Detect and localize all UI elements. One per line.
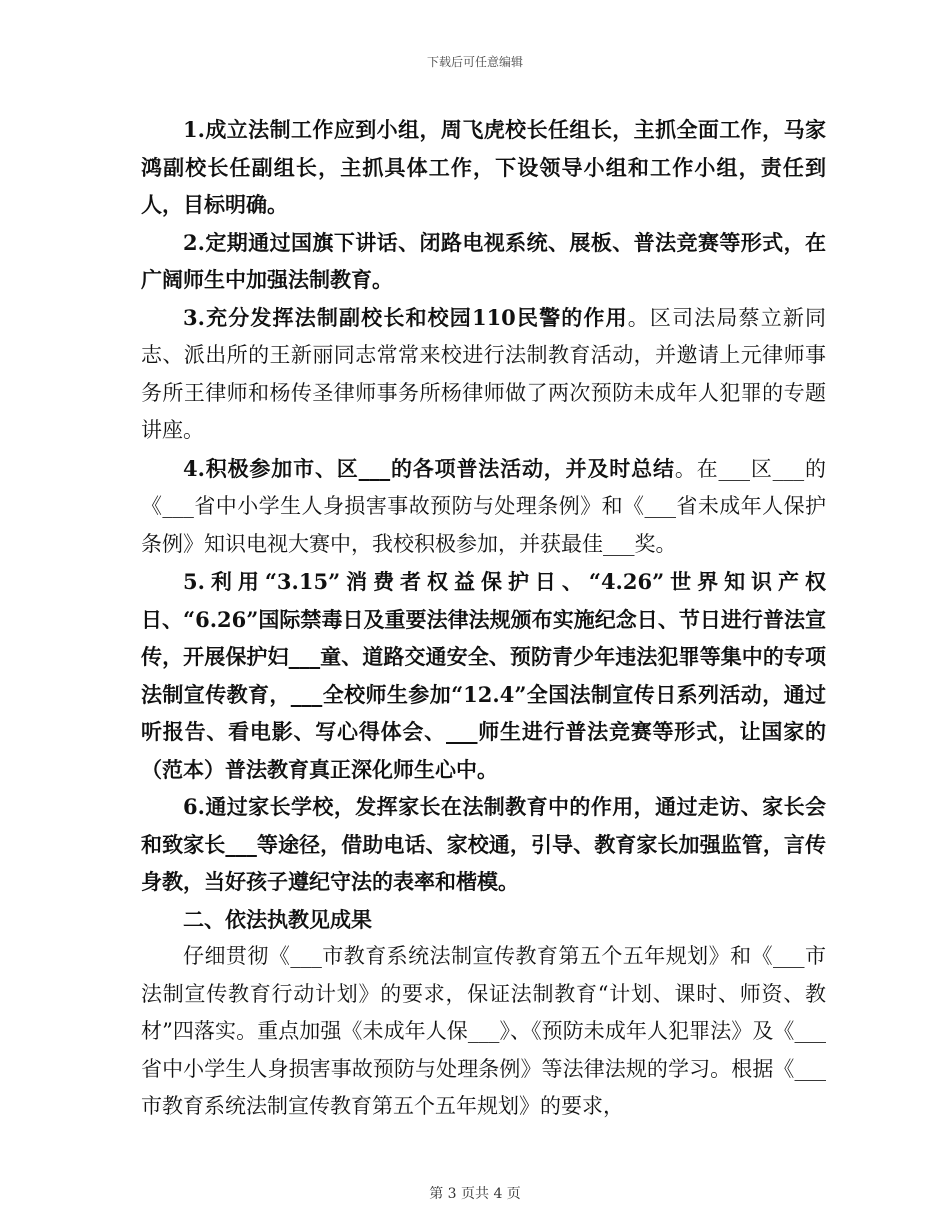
closing-paragraph: 仔细贯彻《___市教育系统法制宣传教育第五个五年规划》和《___市法制宣传教育行动计划》的要求，保证法制教育“计划、课时、师资、教材”四落实。重点加强《未成年人保___》、《预防未成年人犯罪法》及《___省中小学生人身损害事故预防与处理条例》等法律法规的学习。根据《___市教育系统法制宣传教育第五个五年规划》的要求，	[141, 944, 826, 1118]
paragraph-5: 5.利用“3.15”消费者权益保护日、“4.26”世界知识产权日、“6.26”国际禁毒日及重要法律法规颁布实施纪念日、节日进行普法宣传，开展保护妇___童、道路交通安全、预防青少年违法犯罪等集中的专项法制宣传教育，___全校师生参加“12.4”全国法制宣传日系列活动，通过听报告、看电影、写心得体会、___师生进行普法竞赛等形式，让国家的（范本）普法教育真正深化师生心中。	[141, 569, 826, 782]
paragraph-2: 2.定期通过国旗下讲话、闭路电视系统、展板、普法竞赛等形式，在广阔师生中加强法制教育。	[141, 229, 826, 292]
section-heading: 二、依法执教见成果	[183, 906, 372, 932]
document-body	[141, 111, 826, 1126]
paragraph-4	[141, 450, 826, 564]
paragraph-4-lead: 4.积极参加市、区___的各项普法活动，并及时总结	[183, 455, 675, 481]
paragraph-3	[141, 299, 826, 450]
page-footer: 第 3 页共 4 页	[429, 1186, 521, 1202]
paragraph-3-rest: 。区司法局蔡立新同志、派出所的王新丽同志常常来校进行法制教育活动，并邀请上元律师事务所王律师和杨传圣律师事务所杨律师做了两次预防未成年人犯罪的专题讲座。	[141, 305, 827, 442]
paragraph-3-lead: 3.充分发挥法制副校长和校园110民警的作用	[183, 304, 628, 330]
paragraph-1: 1.成立法制工作应到小组，周飞虎校长任组长，主抓全面工作，马家鸿副校长任副组长，主抓具体工作，下设领导小组和工作小组，责任到人，目标明确。	[141, 117, 826, 217]
page-header: 下载后可任意编辑	[426, 55, 523, 69]
paragraph-6: 6.通过家长学校，发挥家长在法制教育中的作用，通过走访、家长会和致家长___等途径，借助电话、家校通，引导、教育家长加强监管，言传身教，当好孩子遵纪守法的表率和楷模。	[141, 794, 826, 894]
paragraph-4-rest: 。在___区___的《___省中小学生人身损害事故预防与处理条例》和《___省未成年人保护条例》知识电视大赛中，我校积极参加，并获最佳___奖。	[141, 456, 827, 556]
